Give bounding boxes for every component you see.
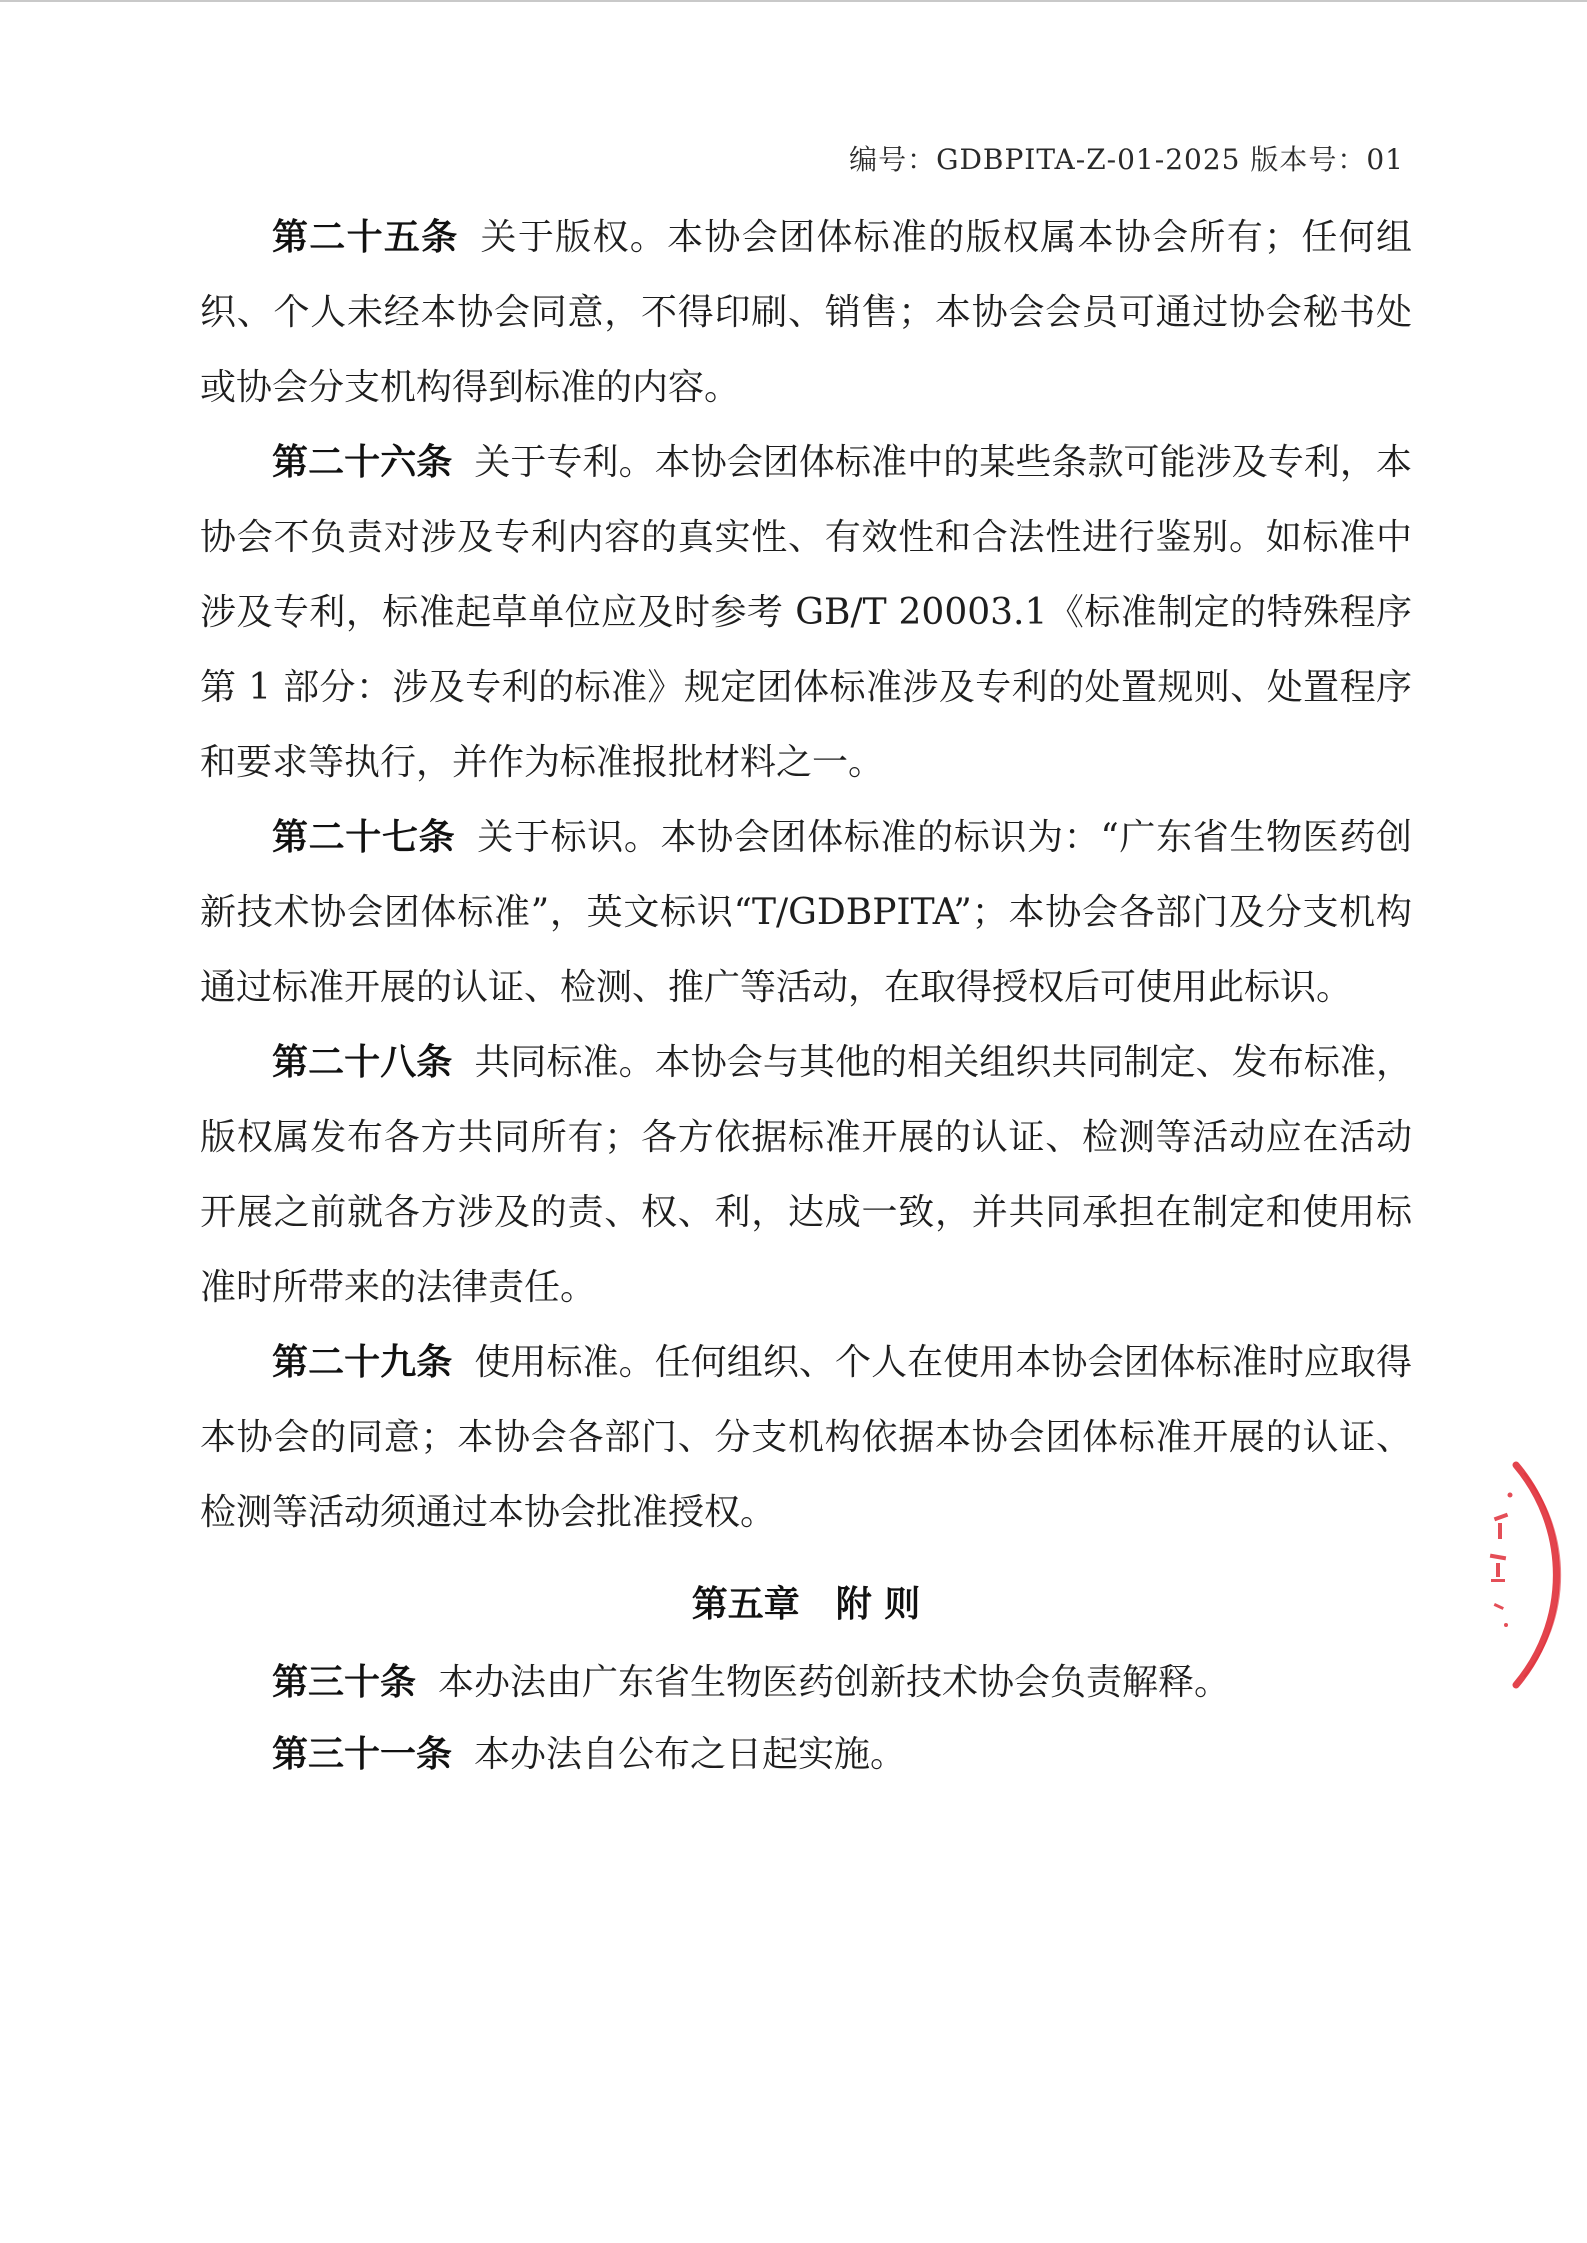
article-label: 第二十八条 [272, 1042, 453, 1083]
article-29 [200, 1325, 1412, 1550]
article-label: 第二十五条 [272, 217, 459, 258]
article-label: 第二十七条 [272, 817, 456, 858]
article-text: 本办法由广东省生物医药创新技术协会负责解释。 [438, 1662, 1231, 1703]
scan-top-edge [0, 0, 1587, 2]
chapter-heading [200, 1562, 1412, 1647]
article-text: 使用标准。任何组织、个人在使用本协会团体标准时应取得本协会的同意；本协会各部门、分支机构依据本协会团体标准开展的认证、检测等活动须通过本协会批准授权。 [200, 1342, 1412, 1533]
article-label: 第三十条 [272, 1662, 417, 1703]
article-text: 本办法自公布之日起实施。 [474, 1734, 907, 1775]
article-label: 第三十一条 [272, 1734, 453, 1775]
article-27 [200, 800, 1412, 1025]
doc-number: 编号：GDBPITA-Z-01-2025 版本号：01 [849, 143, 1404, 176]
article-label: 第二十九条 [272, 1342, 453, 1383]
article-text: 关于专利。本协会团体标准中的某些条款可能涉及专利，本协会不负责对涉及专利内容的真实性、有效性和合法性进行鉴别。如标准中涉及专利，标准起草单位应及时参考 GB/T 20003.1《标准制定的特殊程序第 1 部分：涉及专利的标准》规定团体标准涉及专利的处置规则、处置程序和要求等执行，并作为标准报批材料之一。 [200, 442, 1412, 783]
document-body [200, 200, 1412, 1791]
red-seal-stamp-fragment [1488, 1455, 1587, 1695]
article-31 [200, 1719, 1412, 1791]
article-25 [200, 200, 1412, 425]
chapter-title: 附 则 [835, 1584, 921, 1625]
article-text: 共同标准。本协会与其他的相关组织共同制定、发布标准，版权属发布各方共同所有；各方依据标准开展的认证、检测等活动应在活动开展之前就各方涉及的责、权、利，达成一致，并共同承担在制定和使用标准时所带来的法律责任。 [200, 1042, 1412, 1308]
article-text: 关于标识。本协会团体标准的标识为：“广东省生物医药创新技术协会团体标准”，英文标识“T/GDBPITA”；本协会各部门及分支机构通过标准开展的认证、检测、推广等活动，在取得授权后可使用此标识。 [200, 817, 1412, 1008]
chapter-number: 第五章 [691, 1584, 800, 1625]
article-26 [200, 425, 1412, 800]
article-28 [200, 1025, 1412, 1325]
article-text: 关于版权。本协会团体标准的版权属本协会所有；任何组织、个人未经本协会同意，不得印刷、销售；本协会会员可通过协会秘书处或协会分支机构得到标准的内容。 [200, 217, 1412, 408]
article-label: 第二十六条 [272, 442, 453, 483]
article-30 [200, 1647, 1412, 1719]
